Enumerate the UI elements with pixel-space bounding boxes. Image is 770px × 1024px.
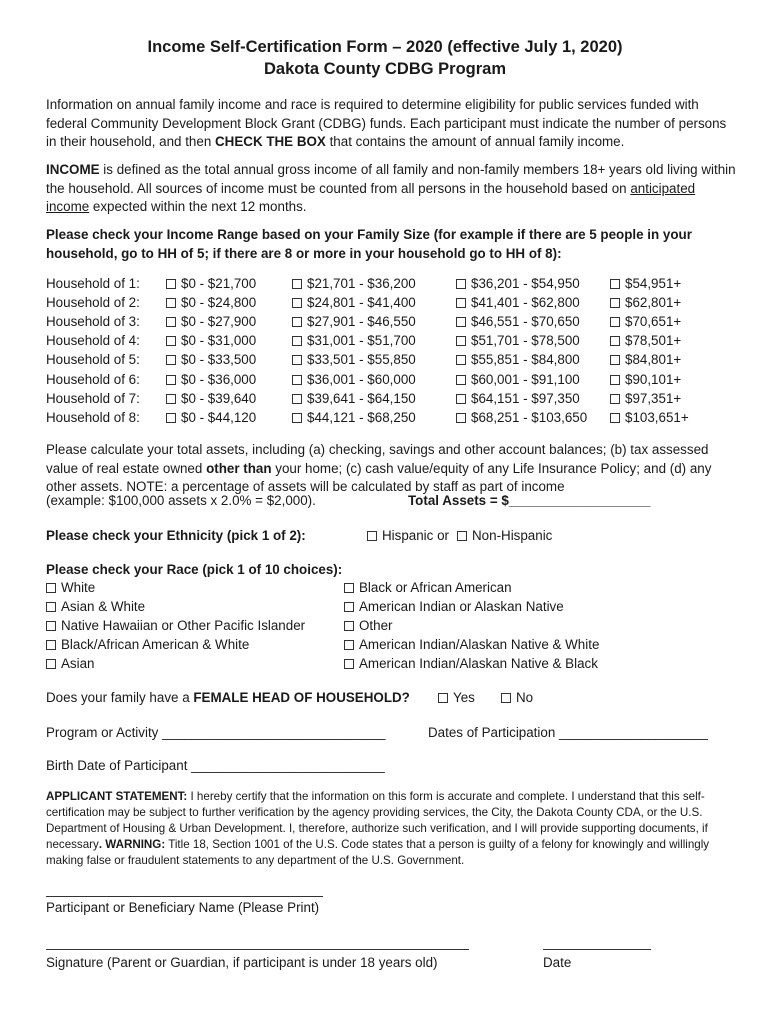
race-option[interactable]: Asian: [46, 656, 95, 671]
income-definition: INCOME is defined as the total annual gross income of all family and non-family members 18+ years old living within the household. All sources of income must be counted from all persons in the household based on anticipated income expected within the next 12 months.: [46, 162, 736, 214]
checkbox[interactable]: [610, 298, 620, 308]
checkbox[interactable]: [344, 621, 354, 631]
income-row: [46, 314, 746, 333]
checkbox[interactable]: [610, 413, 620, 423]
household-label: Household of 4:: [46, 333, 140, 349]
checkbox[interactable]: [292, 298, 302, 308]
total-assets-field[interactable]: Total Assets = $___________________: [408, 493, 651, 508]
checkbox[interactable]: [367, 531, 377, 541]
income-range-option[interactable]: $0 - $24,800: [166, 295, 256, 310]
checkbox[interactable]: [166, 355, 176, 365]
signature-label: Signature (Parent or Guardian, if participant is under 18 years old): [46, 955, 438, 970]
checkbox[interactable]: [166, 317, 176, 327]
checkbox[interactable]: [166, 394, 176, 404]
checkbox[interactable]: [610, 279, 620, 289]
income-range-option[interactable]: $62,801+: [610, 295, 681, 310]
income-range-instruction: Please check your Income Range based on your Family Size (for example if there are 5 people in your household, go to HH of 5; if there are 8 or more in your household go to HH of 8):: [46, 227, 692, 261]
income-range-option[interactable]: $90,101+: [610, 372, 681, 387]
income-range-option[interactable]: $0 - $39,640: [166, 391, 256, 406]
checkbox[interactable]: [610, 336, 620, 346]
intro-paragraph: Information on annual family income and race is required to determine eligibility for public services funded with federal Community Development Block Grant (CDBG) funds. Each participant must indicate the number of persons in their household, and then CHECK THE BOX that contains the amount of annual family income.: [46, 97, 727, 149]
checkbox[interactable]: [456, 298, 466, 308]
checkbox[interactable]: [166, 279, 176, 289]
dates-participation-field[interactable]: Dates of Participation ____________________: [428, 725, 708, 740]
income-range-option[interactable]: $46,551 - $70,650: [456, 314, 580, 329]
checkbox[interactable]: [46, 659, 56, 669]
name-signature-line[interactable]: [46, 896, 323, 897]
checkbox[interactable]: [456, 413, 466, 423]
ethnicity-option-non-hispanic[interactable]: Non-Hispanic: [457, 528, 552, 543]
income-range-option[interactable]: $68,251 - $103,650: [456, 410, 587, 425]
checkbox[interactable]: [344, 583, 354, 593]
income-range-option[interactable]: $41,401 - $62,800: [456, 295, 580, 310]
race-option[interactable]: Black/African American & White: [46, 637, 249, 652]
checkbox[interactable]: [166, 375, 176, 385]
checkbox[interactable]: [292, 355, 302, 365]
form-title: Income Self-Certification Form – 2020 (effective July 1, 2020): [147, 38, 623, 56]
race-option[interactable]: White: [46, 580, 95, 595]
checkbox[interactable]: [292, 394, 302, 404]
signature-line[interactable]: [46, 949, 469, 950]
income-range-option[interactable]: $103,651+: [610, 410, 689, 425]
income-range-option[interactable]: $0 - $36,000: [166, 372, 256, 387]
date-line[interactable]: [543, 949, 651, 950]
household-label: Household of 1:: [46, 276, 140, 291]
income-range-option[interactable]: $70,651+: [610, 314, 681, 329]
female-head-yes[interactable]: Yes: [438, 690, 475, 705]
checkbox[interactable]: [456, 317, 466, 327]
date-label: Date: [543, 955, 572, 970]
checkbox[interactable]: [344, 659, 354, 669]
household-label: Household of 3:: [46, 314, 140, 330]
checkbox[interactable]: [166, 413, 176, 423]
checkbox[interactable]: [292, 317, 302, 327]
participant-name-label: Participant or Beneficiary Name (Please Print): [46, 900, 320, 915]
income-range-option[interactable]: $55,851 - $84,800: [456, 352, 580, 367]
assets-example: (example: $100,000 assets x 2.0% = $2,000).: [46, 493, 316, 508]
household-label: Household of 7:: [46, 390, 140, 406]
checkbox[interactable]: [46, 602, 56, 612]
household-label: Household of 2:: [46, 295, 140, 311]
checkbox[interactable]: [46, 621, 56, 631]
income-range-option[interactable]: $78,501+: [610, 333, 681, 348]
income-range-option[interactable]: $64,151 - $97,350: [456, 391, 580, 406]
checkbox[interactable]: [292, 413, 302, 423]
checkbox[interactable]: [166, 336, 176, 346]
household-label: Household of 5:: [46, 352, 140, 368]
checkbox[interactable]: [292, 336, 302, 346]
ethnicity-label: Please check your Ethnicity (pick 1 of 2):: [46, 528, 306, 543]
income-row: [46, 276, 746, 295]
race-label: Please check your Race (pick 1 of 10 choices):: [46, 562, 343, 577]
income-range-option[interactable]: $0 - $27,900: [166, 314, 256, 329]
ethnicity-option-hispanic[interactable]: Hispanic or: [367, 528, 449, 543]
income-range-option[interactable]: $21,701 - $36,200: [292, 276, 416, 291]
checkbox[interactable]: [610, 394, 620, 404]
income-row: [46, 333, 746, 352]
income-range-option[interactable]: $51,701 - $78,500: [456, 333, 580, 348]
household-label: Household of 6:: [46, 371, 140, 387]
female-head-no[interactable]: No: [501, 690, 533, 705]
race-option[interactable]: Black or African American: [344, 580, 512, 595]
income-range-option[interactable]: $36,201 - $54,950: [456, 276, 580, 291]
checkbox[interactable]: [46, 640, 56, 650]
income-range-option[interactable]: $60,001 - $91,100: [456, 372, 580, 387]
checkbox[interactable]: [456, 375, 466, 385]
checkbox[interactable]: [456, 355, 466, 365]
race-option[interactable]: American Indian or Alaskan Native: [344, 599, 564, 614]
income-row: [46, 410, 746, 429]
race-option[interactable]: Other: [344, 618, 393, 633]
checkbox[interactable]: [46, 583, 56, 593]
income-range-option[interactable]: $39,641 - $64,150: [292, 391, 416, 406]
checkbox[interactable]: [456, 279, 466, 289]
income-range-option[interactable]: $31,001 - $51,700: [292, 333, 416, 348]
checkbox[interactable]: [438, 693, 448, 703]
income-row: [46, 391, 746, 410]
income-range-option[interactable]: $97,351+: [610, 391, 681, 406]
program-activity-field[interactable]: Program or Activity ______________________________: [46, 725, 386, 740]
race-option[interactable]: Native Hawaiian or Other Pacific Islander: [46, 618, 305, 633]
checkbox[interactable]: [344, 602, 354, 612]
income-range-option[interactable]: $0 - $44,120: [166, 410, 256, 425]
checkbox[interactable]: [501, 693, 511, 703]
checkbox[interactable]: [292, 279, 302, 289]
checkbox[interactable]: [610, 355, 620, 365]
checkbox[interactable]: [610, 317, 620, 327]
income-range-option[interactable]: $0 - $21,700: [166, 276, 256, 291]
checkbox[interactable]: [344, 640, 354, 650]
income-range-option[interactable]: $0 - $33,500: [166, 352, 256, 367]
form-subtitle: Dakota County CDBG Program: [263, 60, 507, 78]
income-range-option[interactable]: $84,801+: [610, 352, 681, 367]
race-option[interactable]: Asian & White: [46, 599, 145, 614]
female-head-question: Does your family have a FEMALE HEAD OF HOUSEHOLD?: [46, 690, 410, 705]
income-range-option[interactable]: $54,951+: [610, 276, 681, 291]
household-label: Household of 8:: [46, 409, 140, 425]
race-option[interactable]: American Indian/Alaskan Native & White: [344, 637, 599, 652]
income-range-option[interactable]: $36,001 - $60,000: [292, 372, 416, 387]
checkbox[interactable]: [610, 375, 620, 385]
checkbox[interactable]: [292, 375, 302, 385]
checkbox[interactable]: [457, 531, 467, 541]
income-range-option[interactable]: $27,901 - $46,550: [292, 314, 416, 329]
income-row: [46, 372, 746, 391]
income-row: [46, 295, 746, 314]
checkbox[interactable]: [456, 394, 466, 404]
income-row: [46, 352, 746, 371]
income-range-option[interactable]: $0 - $31,000: [166, 333, 256, 348]
income-range-option[interactable]: $24,801 - $41,400: [292, 295, 416, 310]
income-range-option[interactable]: $33,501 - $55,850: [292, 352, 416, 367]
assets-paragraph: Please calculate your total assets, including (a) checking, savings and other account balances; (b) tax assessed value of real estate owned other than your home; (c) cash value/equity of any Life Insurance Policy; and (d) any other assets. NOTE: a percentage of assets will be calculated by staff as part of income: [46, 442, 712, 494]
applicant-statement: APPLICANT STATEMENT: I hereby certify that the information on this form is accurate and complete. I understand that this self-certification may be subject to further verification by the agency providing services, the City, the Dakota County CDA, or the U.S. Department of Housing & Urban Development. I, therefore, authorize such verification, and I will provide supporting documents, if necessary. WARNING: Title 18, Section 1001 of the U.S. Code states that a person is guilty of a felony for knowingly and willingly making false or fraudulent statements to any department of the U.S. Government.: [46, 790, 710, 867]
birth-date-field[interactable]: Birth Date of Participant __________________________: [46, 758, 385, 773]
checkbox[interactable]: [166, 298, 176, 308]
checkbox[interactable]: [456, 336, 466, 346]
income-range-option[interactable]: $44,121 - $68,250: [292, 410, 416, 425]
race-option[interactable]: American Indian/Alaskan Native & Black: [344, 656, 598, 671]
